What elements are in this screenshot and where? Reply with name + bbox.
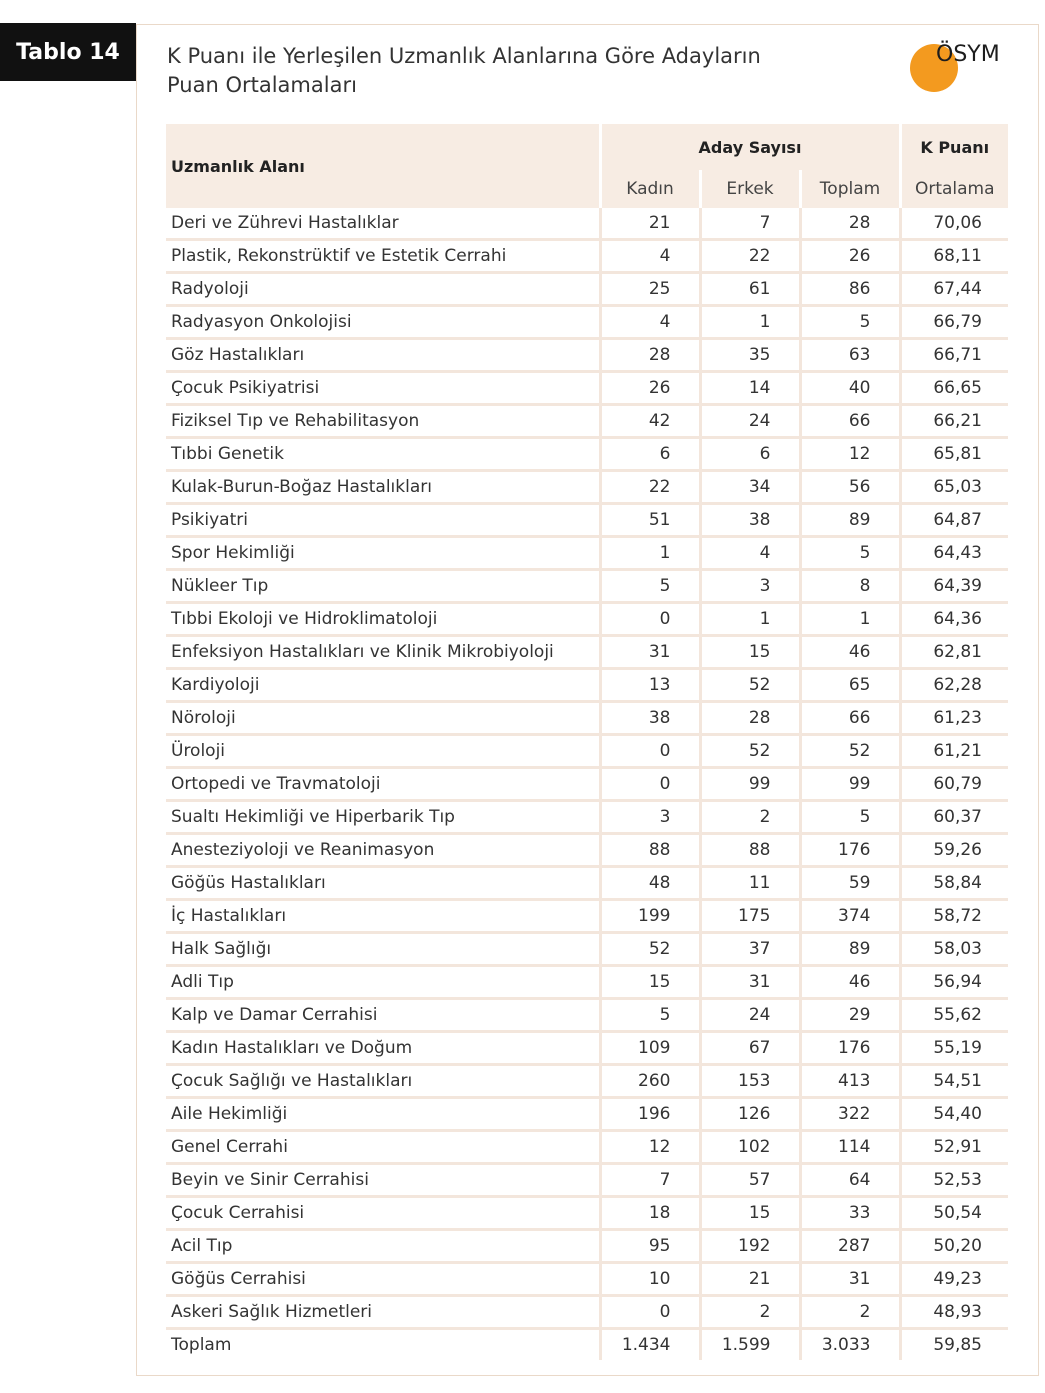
cell-ortalama: 64,43 bbox=[900, 537, 1008, 570]
cell-erkek: 2 bbox=[700, 801, 800, 834]
cell-kadin: 3 bbox=[600, 801, 700, 834]
cell-toplam: 59 bbox=[800, 867, 900, 900]
cell-ortalama: 50,54 bbox=[900, 1197, 1008, 1230]
header-kadin: Kadın bbox=[600, 170, 700, 208]
cell-kadin: 22 bbox=[600, 471, 700, 504]
table-row bbox=[166, 1230, 1008, 1263]
table-row bbox=[166, 1098, 1008, 1131]
cell-toplam: 99 bbox=[800, 768, 900, 801]
cell-erkek: 67 bbox=[700, 1032, 800, 1065]
cell-erkek: 4 bbox=[700, 537, 800, 570]
cell-erkek: 175 bbox=[700, 900, 800, 933]
cell-area: İç Hastalıkları bbox=[166, 900, 600, 933]
cell-erkek: 192 bbox=[700, 1230, 800, 1263]
cell-ortalama: 55,19 bbox=[900, 1032, 1008, 1065]
cell-toplam: 2 bbox=[800, 1296, 900, 1329]
cell-area: Beyin ve Sinir Cerrahisi bbox=[166, 1164, 600, 1197]
cell-area: Genel Cerrahi bbox=[166, 1131, 600, 1164]
table-row bbox=[166, 1032, 1008, 1065]
table-row bbox=[166, 208, 1008, 240]
cell-erkek: 15 bbox=[700, 636, 800, 669]
cell-area: Ortopedi ve Travmatoloji bbox=[166, 768, 600, 801]
table-tag: Tablo 14 bbox=[0, 23, 136, 81]
cell-toplam: 12 bbox=[800, 438, 900, 471]
cell-area: Nöroloji bbox=[166, 702, 600, 735]
cell-ortalama: 54,40 bbox=[900, 1098, 1008, 1131]
cell-toplam: 52 bbox=[800, 735, 900, 768]
table-row bbox=[166, 669, 1008, 702]
table-row bbox=[166, 438, 1008, 471]
cell-kadin: 10 bbox=[600, 1263, 700, 1296]
table-row bbox=[166, 966, 1008, 999]
cell-erkek: 3 bbox=[700, 570, 800, 603]
cell-ortalama: 62,28 bbox=[900, 669, 1008, 702]
cell-ortalama: 64,39 bbox=[900, 570, 1008, 603]
cell-area: Üroloji bbox=[166, 735, 600, 768]
page-title bbox=[167, 42, 887, 100]
cell-kadin: 18 bbox=[600, 1197, 700, 1230]
cell-erkek: 1.599 bbox=[700, 1329, 800, 1361]
cell-ortalama: 60,79 bbox=[900, 768, 1008, 801]
cell-erkek: 11 bbox=[700, 867, 800, 900]
cell-erkek: 24 bbox=[700, 405, 800, 438]
cell-erkek: 102 bbox=[700, 1131, 800, 1164]
cell-area: Çocuk Psikiyatrisi bbox=[166, 372, 600, 405]
table-row bbox=[166, 570, 1008, 603]
cell-erkek: 37 bbox=[700, 933, 800, 966]
cell-area: Aile Hekimliği bbox=[166, 1098, 600, 1131]
cell-toplam: 322 bbox=[800, 1098, 900, 1131]
table-row bbox=[166, 240, 1008, 273]
cell-area: Göğüs Hastalıkları bbox=[166, 867, 600, 900]
cell-erkek: 126 bbox=[700, 1098, 800, 1131]
table-row bbox=[166, 735, 1008, 768]
cell-erkek: 57 bbox=[700, 1164, 800, 1197]
cell-area: Fiziksel Tıp ve Rehabilitasyon bbox=[166, 405, 600, 438]
cell-toplam: 89 bbox=[800, 933, 900, 966]
data-table bbox=[166, 124, 1008, 1360]
cell-erkek: 1 bbox=[700, 306, 800, 339]
cell-area: Kardiyoloji bbox=[166, 669, 600, 702]
cell-kadin: 1.434 bbox=[600, 1329, 700, 1361]
cell-erkek: 21 bbox=[700, 1263, 800, 1296]
cell-kadin: 12 bbox=[600, 1131, 700, 1164]
title-line-1: K Puanı ile Yerleşilen Uzmanlık Alanlarına Göre Adayların bbox=[167, 44, 761, 68]
cell-kadin: 4 bbox=[600, 240, 700, 273]
cell-toplam: 1 bbox=[800, 603, 900, 636]
cell-kadin: 15 bbox=[600, 966, 700, 999]
cell-ortalama: 59,85 bbox=[900, 1329, 1008, 1361]
cell-erkek: 61 bbox=[700, 273, 800, 306]
cell-erkek: 6 bbox=[700, 438, 800, 471]
cell-toplam: 28 bbox=[800, 208, 900, 240]
cell-ortalama: 66,79 bbox=[900, 306, 1008, 339]
cell-kadin: 0 bbox=[600, 603, 700, 636]
cell-toplam: 176 bbox=[800, 1032, 900, 1065]
cell-ortalama: 64,36 bbox=[900, 603, 1008, 636]
cell-area: Adli Tıp bbox=[166, 966, 600, 999]
cell-erkek: 7 bbox=[700, 208, 800, 240]
cell-toplam: 63 bbox=[800, 339, 900, 372]
cell-erkek: 31 bbox=[700, 966, 800, 999]
cell-toplam: 46 bbox=[800, 966, 900, 999]
cell-erkek: 34 bbox=[700, 471, 800, 504]
table-row bbox=[166, 702, 1008, 735]
cell-area: Tıbbi Genetik bbox=[166, 438, 600, 471]
cell-toplam: 31 bbox=[800, 1263, 900, 1296]
cell-kadin: 38 bbox=[600, 702, 700, 735]
cell-ortalama: 50,20 bbox=[900, 1230, 1008, 1263]
table-row bbox=[166, 1131, 1008, 1164]
cell-ortalama: 55,62 bbox=[900, 999, 1008, 1032]
cell-area: Sualtı Hekimliği ve Hiperbarik Tıp bbox=[166, 801, 600, 834]
cell-area: Tıbbi Ekoloji ve Hidroklimatoloji bbox=[166, 603, 600, 636]
table-row bbox=[166, 999, 1008, 1032]
cell-ortalama: 58,84 bbox=[900, 867, 1008, 900]
table-row bbox=[166, 372, 1008, 405]
cell-kadin: 5 bbox=[600, 999, 700, 1032]
cell-erkek: 52 bbox=[700, 669, 800, 702]
table-row bbox=[166, 933, 1008, 966]
table-row bbox=[166, 834, 1008, 867]
osym-logo bbox=[908, 38, 1018, 94]
cell-ortalama: 66,21 bbox=[900, 405, 1008, 438]
cell-kadin: 52 bbox=[600, 933, 700, 966]
cell-erkek: 99 bbox=[700, 768, 800, 801]
cell-kadin: 51 bbox=[600, 504, 700, 537]
cell-erkek: 22 bbox=[700, 240, 800, 273]
cell-erkek: 28 bbox=[700, 702, 800, 735]
header-k-puani: K Puanı bbox=[900, 124, 1008, 170]
cell-toplam: 176 bbox=[800, 834, 900, 867]
cell-ortalama: 67,44 bbox=[900, 273, 1008, 306]
cell-toplam: 86 bbox=[800, 273, 900, 306]
cell-area: Göz Hastalıkları bbox=[166, 339, 600, 372]
cell-toplam: 3.033 bbox=[800, 1329, 900, 1361]
cell-ortalama: 48,93 bbox=[900, 1296, 1008, 1329]
cell-toplam: 114 bbox=[800, 1131, 900, 1164]
table-row bbox=[166, 471, 1008, 504]
table-row bbox=[166, 1197, 1008, 1230]
cell-kadin: 0 bbox=[600, 1296, 700, 1329]
cell-kadin: 6 bbox=[600, 438, 700, 471]
cell-area: Acil Tıp bbox=[166, 1230, 600, 1263]
cell-erkek: 24 bbox=[700, 999, 800, 1032]
header-area: Uzmanlık Alanı bbox=[166, 124, 600, 208]
table-row bbox=[166, 603, 1008, 636]
cell-area: Enfeksiyon Hastalıkları ve Klinik Mikrobiyoloji bbox=[166, 636, 600, 669]
cell-area: Çocuk Cerrahisi bbox=[166, 1197, 600, 1230]
cell-area: Kalp ve Damar Cerrahisi bbox=[166, 999, 600, 1032]
cell-toplam: 66 bbox=[800, 405, 900, 438]
cell-area: Nükleer Tıp bbox=[166, 570, 600, 603]
cell-kadin: 26 bbox=[600, 372, 700, 405]
table-row bbox=[166, 273, 1008, 306]
cell-ortalama: 58,72 bbox=[900, 900, 1008, 933]
cell-ortalama: 70,06 bbox=[900, 208, 1008, 240]
cell-area: Plastik, Rekonstrüktif ve Estetik Cerrahi bbox=[166, 240, 600, 273]
cell-ortalama: 58,03 bbox=[900, 933, 1008, 966]
cell-area: Radyoloji bbox=[166, 273, 600, 306]
cell-ortalama: 65,03 bbox=[900, 471, 1008, 504]
cell-kadin: 48 bbox=[600, 867, 700, 900]
cell-ortalama: 68,11 bbox=[900, 240, 1008, 273]
cell-kadin: 28 bbox=[600, 339, 700, 372]
cell-area: Anesteziyoloji ve Reanimasyon bbox=[166, 834, 600, 867]
cell-area: Kadın Hastalıkları ve Doğum bbox=[166, 1032, 600, 1065]
cell-erkek: 35 bbox=[700, 339, 800, 372]
cell-kadin: 260 bbox=[600, 1065, 700, 1098]
cell-ortalama: 66,65 bbox=[900, 372, 1008, 405]
cell-toplam: 89 bbox=[800, 504, 900, 537]
table-row bbox=[166, 867, 1008, 900]
cell-ortalama: 56,94 bbox=[900, 966, 1008, 999]
cell-erkek: 14 bbox=[700, 372, 800, 405]
cell-toplam: 5 bbox=[800, 537, 900, 570]
cell-area: Toplam bbox=[171, 1335, 232, 1355]
cell-toplam: 56 bbox=[800, 471, 900, 504]
table-row bbox=[166, 636, 1008, 669]
cell-kadin: 88 bbox=[600, 834, 700, 867]
cell-ortalama: 64,87 bbox=[900, 504, 1008, 537]
cell-area: Spor Hekimliği bbox=[166, 537, 600, 570]
table-row bbox=[166, 339, 1008, 372]
cell-ortalama: 59,26 bbox=[900, 834, 1008, 867]
cell-toplam: 413 bbox=[800, 1065, 900, 1098]
cell-kadin: 4 bbox=[600, 306, 700, 339]
cell-area: Radyasyon Onkolojisi bbox=[166, 306, 600, 339]
cell-area: Halk Sağlığı bbox=[166, 933, 600, 966]
cell-toplam: 374 bbox=[800, 900, 900, 933]
header-aday-sayisi: Aday Sayısı bbox=[600, 124, 900, 170]
cell-toplam: 29 bbox=[800, 999, 900, 1032]
cell-area: Çocuk Sağlığı ve Hastalıkları bbox=[166, 1065, 600, 1098]
cell-erkek: 15 bbox=[700, 1197, 800, 1230]
cell-erkek: 153 bbox=[700, 1065, 800, 1098]
cell-toplam: 46 bbox=[800, 636, 900, 669]
cell-kadin: 95 bbox=[600, 1230, 700, 1263]
cell-ortalama: 52,91 bbox=[900, 1131, 1008, 1164]
cell-ortalama: 49,23 bbox=[900, 1263, 1008, 1296]
cell-kadin: 13 bbox=[600, 669, 700, 702]
cell-area: Göğüs Cerrahisi bbox=[166, 1263, 600, 1296]
cell-kadin: 0 bbox=[600, 768, 700, 801]
table-row bbox=[166, 1296, 1008, 1329]
cell-erkek: 1 bbox=[700, 603, 800, 636]
table-row bbox=[166, 801, 1008, 834]
cell-ortalama: 61,21 bbox=[900, 735, 1008, 768]
cell-area: Askeri Sağlık Hizmetleri bbox=[166, 1296, 600, 1329]
cell-kadin: 25 bbox=[600, 273, 700, 306]
table-row bbox=[166, 900, 1008, 933]
cell-kadin: 196 bbox=[600, 1098, 700, 1131]
cell-kadin: 7 bbox=[600, 1164, 700, 1197]
table-row bbox=[166, 1329, 1008, 1361]
cell-ortalama: 65,81 bbox=[900, 438, 1008, 471]
header-toplam: Toplam bbox=[800, 170, 900, 208]
cell-kadin: 31 bbox=[600, 636, 700, 669]
table-row bbox=[166, 504, 1008, 537]
cell-kadin: 199 bbox=[600, 900, 700, 933]
table-row bbox=[166, 1065, 1008, 1098]
cell-erkek: 38 bbox=[700, 504, 800, 537]
cell-kadin: 5 bbox=[600, 570, 700, 603]
cell-ortalama: 54,51 bbox=[900, 1065, 1008, 1098]
cell-toplam: 8 bbox=[800, 570, 900, 603]
table-row bbox=[166, 1164, 1008, 1197]
table-row bbox=[166, 405, 1008, 438]
cell-toplam: 5 bbox=[800, 306, 900, 339]
cell-ortalama: 60,37 bbox=[900, 801, 1008, 834]
cell-erkek: 88 bbox=[700, 834, 800, 867]
cell-toplam: 66 bbox=[800, 702, 900, 735]
cell-kadin: 21 bbox=[600, 208, 700, 240]
table-row bbox=[166, 306, 1008, 339]
cell-kadin: 109 bbox=[600, 1032, 700, 1065]
logo-text: ÖSYM bbox=[936, 42, 1000, 67]
cell-erkek: 52 bbox=[700, 735, 800, 768]
cell-toplam: 40 bbox=[800, 372, 900, 405]
cell-erkek: 2 bbox=[700, 1296, 800, 1329]
cell-ortalama: 62,81 bbox=[900, 636, 1008, 669]
cell-toplam: 33 bbox=[800, 1197, 900, 1230]
cell-toplam: 26 bbox=[800, 240, 900, 273]
cell-toplam: 5 bbox=[800, 801, 900, 834]
cell-ortalama: 52,53 bbox=[900, 1164, 1008, 1197]
cell-area: Kulak-Burun-Boğaz Hastalıkları bbox=[166, 471, 600, 504]
table-row bbox=[166, 768, 1008, 801]
header-ortalama: Ortalama bbox=[900, 170, 1008, 208]
table-row bbox=[166, 1263, 1008, 1296]
header-erkek: Erkek bbox=[700, 170, 800, 208]
cell-area: Deri ve Zührevi Hastalıklar bbox=[166, 208, 600, 240]
cell-kadin: 42 bbox=[600, 405, 700, 438]
cell-area: Psikiyatri bbox=[166, 504, 600, 537]
cell-kadin: 0 bbox=[600, 735, 700, 768]
cell-ortalama: 61,23 bbox=[900, 702, 1008, 735]
cell-toplam: 287 bbox=[800, 1230, 900, 1263]
cell-toplam: 65 bbox=[800, 669, 900, 702]
cell-ortalama: 66,71 bbox=[900, 339, 1008, 372]
cell-toplam: 64 bbox=[800, 1164, 900, 1197]
table-row bbox=[166, 537, 1008, 570]
title-line-2: Puan Ortalamaları bbox=[167, 73, 357, 97]
cell-kadin: 1 bbox=[600, 537, 700, 570]
